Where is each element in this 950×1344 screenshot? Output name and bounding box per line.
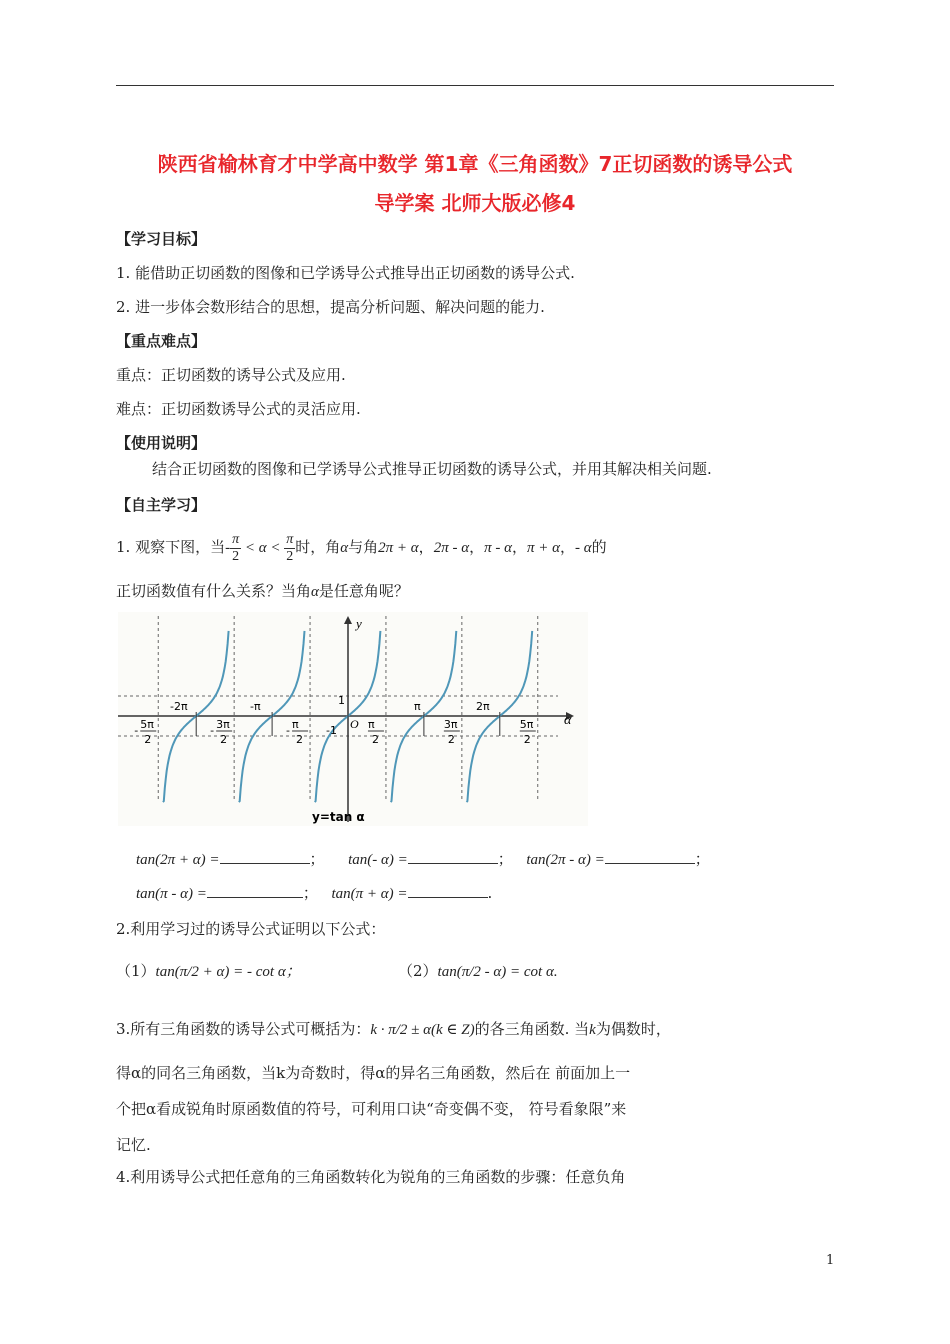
label-neg-2pi: -2π: [170, 700, 188, 713]
q1-alpha: α: [258, 540, 267, 556]
q1-frac-left-num: π: [232, 531, 240, 547]
q2-f1: tan(π/2 + α) = - cot α；: [155, 964, 301, 980]
q1-angle-4: π + α: [527, 540, 561, 556]
q1-mid: 时，角: [295, 538, 341, 556]
label-2pi: 2π: [476, 700, 490, 713]
q2-f1-label: （1）: [116, 962, 156, 980]
goal-2: 2. 进一步体会数形结合的思想，提高分析问题、解决问题的能力.: [116, 298, 545, 316]
label-pi: π: [414, 700, 421, 713]
q1-prefix: 1. 观察下图，当: [116, 538, 226, 556]
q3-line1b: 的各三角函数. 当: [474, 1020, 590, 1038]
goals-heading: 【学习目标】: [116, 230, 207, 248]
blanks-row1: [136, 848, 710, 869]
key-heading: 【重点难点】: [116, 332, 207, 350]
q3-line1: [116, 1018, 671, 1039]
fraction-denominator: 2: [447, 733, 455, 746]
blank2-sep: ；: [497, 850, 513, 868]
blank3-field[interactable]: [605, 863, 695, 864]
graph-caption: y=tan α: [312, 810, 365, 824]
blank5-field[interactable]: [408, 897, 488, 898]
q1-frac-left-den: 2: [232, 548, 240, 564]
q2-text: 2.利用学习过的诱导公式证明以下公式：: [116, 920, 386, 938]
page-title-line1: 陕西省榆林育才中学高中数学 第1章《三角函数》7正切函数的诱导公式: [157, 152, 793, 176]
blank3-label: tan(2π - α) =: [526, 852, 605, 868]
blank4-sep: ；: [302, 884, 318, 902]
q1-angle-5: - α: [575, 540, 592, 556]
tangent-graph: [118, 612, 588, 826]
page-number: 1: [826, 1253, 835, 1268]
fraction-numerator: 3π: [216, 718, 230, 731]
q1-with: 与角: [348, 538, 379, 556]
q3-line1c: 为偶数时，: [595, 1020, 671, 1038]
fraction-denominator: 2: [296, 733, 304, 746]
q2-f2: tan(π/2 - α) = cot α.: [437, 964, 558, 980]
header-rule: [116, 85, 834, 86]
fraction-numerator: 5π: [140, 718, 154, 731]
fraction-sign: -: [210, 724, 215, 737]
q2-formula1: [116, 960, 301, 981]
q1-frac-right-num: π: [286, 531, 294, 547]
usage-text: 结合正切函数的图像和已学诱导公式推导正切函数的诱导公式，并用其解决相关问题.: [152, 460, 712, 478]
fraction-denominator: 2: [371, 733, 379, 746]
q1-angle-3: π - α: [484, 540, 512, 556]
q3-formula: k · π/2 ± α(k ∈ Z): [370, 1022, 475, 1038]
blanks-row2: [136, 882, 492, 903]
fraction-sign: -: [134, 724, 139, 737]
q1-minus: -: [225, 540, 231, 556]
fraction-sign: -: [286, 724, 291, 737]
q1-line2: [116, 580, 409, 601]
blank2-label: tan(- α) =: [348, 852, 408, 868]
blank4-field[interactable]: [207, 897, 303, 898]
fraction-denominator: 2: [523, 733, 531, 746]
q1-alpha-2: α: [340, 540, 349, 556]
q1-angle-1: 2π + α: [378, 540, 419, 556]
q3-line3: 个把α看成锐角时原函数值的符号，可利用口诀“奇变偶不变， 符号看象限”来: [116, 1100, 627, 1118]
q1-line1: 1. 观察下图，当- $\frac{\pi}{2}$ < α < $\frac{\pi}{2}$ 时，角α与角2π + α，2π - α，π - α，π + α，- α的: [116, 531, 607, 564]
q1-line2b: 是任意角呢？: [318, 582, 409, 600]
fraction-numerator: π: [292, 718, 299, 731]
q1-line2a: 正切函数值有什么关系？当角: [116, 582, 312, 600]
page-title-line2: 导学案 北师大版必修4: [374, 191, 576, 215]
blank2-field[interactable]: [408, 863, 498, 864]
fraction-numerator: 3π: [443, 718, 458, 731]
q1-alpha-3: α: [311, 584, 319, 600]
label-neg-one: -1: [326, 724, 337, 737]
q3-line4: 记忆.: [116, 1136, 151, 1154]
fraction-numerator: 5π: [519, 718, 534, 731]
label-origin: O: [350, 717, 359, 731]
q3-line1a: 3.所有三角函数的诱导公式可概括为：: [116, 1020, 371, 1038]
blank1-sep: ；: [309, 850, 325, 868]
label-one: 1: [338, 694, 345, 707]
q2-f2-label: （2）: [398, 962, 438, 980]
x-axis-label: α: [564, 713, 572, 728]
blank5-label: tan(π + α) =: [331, 886, 408, 902]
fraction-denominator: 2: [144, 733, 152, 746]
difficulty-point: 难点：正切函数诱导公式的灵活应用.: [116, 400, 361, 418]
fraction-numerator: π: [367, 718, 375, 731]
fraction-denominator: 2: [220, 733, 228, 746]
q3-k: k: [589, 1022, 596, 1038]
q1-frac-left: [230, 532, 241, 565]
blank1-field[interactable]: [220, 863, 310, 864]
self-study-heading: 【自主学习】: [116, 496, 207, 514]
blanks-end: .: [487, 884, 493, 902]
usage-heading: 【使用说明】: [116, 434, 207, 452]
q4-text: 4.利用诱导公式把任意角的三角函数转化为锐角的三角函数的步骤：任意负角: [116, 1168, 626, 1186]
q1-frac-right-den: 2: [286, 548, 294, 564]
q1-suffix: 的: [591, 538, 607, 556]
label-neg-pi: -π: [250, 700, 261, 713]
y-axis-label: y: [356, 616, 362, 631]
goal-1: 1. 能借助正切函数的图像和已学诱导公式推导出正切函数的诱导公式.: [116, 264, 575, 282]
blank4-label: tan(π - α) =: [136, 886, 207, 902]
q1-angle-2: 2π - α: [433, 540, 470, 556]
key-point: 重点：正切函数的诱导公式及应用.: [116, 366, 346, 384]
q2-formula2: [398, 960, 558, 981]
blank3-sep: ；: [694, 850, 710, 868]
q1-frac-right: [284, 532, 295, 565]
blank1-label: tan(2π + α) =: [136, 852, 220, 868]
q3-line2: 得α的同名三角函数，当k为奇数时，得α的异名三角函数，然后在 前面加上一: [116, 1064, 631, 1082]
